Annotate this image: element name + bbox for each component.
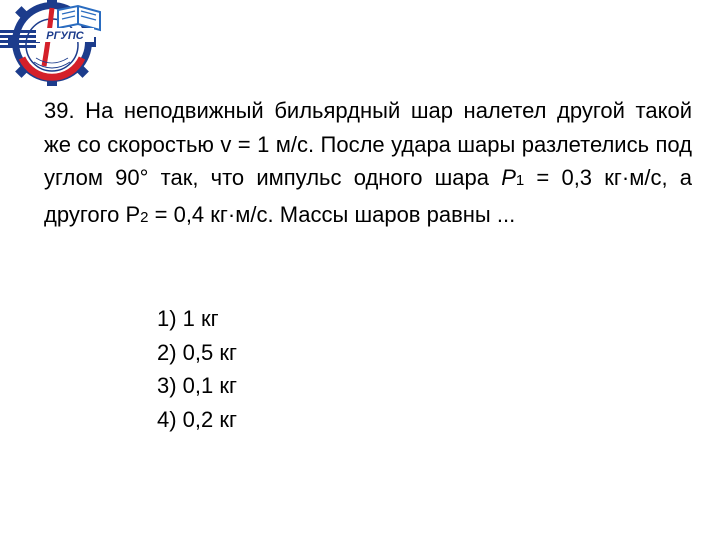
answer-option: 1) 1 кг xyxy=(157,306,219,331)
answer-option: 2) 0,5 кг xyxy=(157,339,238,365)
problem-text xyxy=(44,94,692,234)
answer-option: 3) 0,1 кг xyxy=(157,373,238,398)
momentum-1-subscript: 1 xyxy=(515,172,525,189)
problem-text-part1: 39. На неподвижный бильярдный шар налетел другой такой же со скоростью v = 1 м/с. После удара шары разлетелись под углом 90° так, что импульс одного шара xyxy=(44,98,692,190)
momentum-1-symbol: P xyxy=(501,165,516,190)
logo-text: РГУПС xyxy=(46,30,84,42)
problem-text-part3: = 0,4 кг·м/с. Массы шаров равны ... xyxy=(148,201,516,227)
rgups-logo xyxy=(0,0,110,90)
momentum-2-subscript: 2 xyxy=(140,208,149,226)
problem-text-part2: = 0,3 кг·м/с, а другого Р xyxy=(44,165,692,227)
rgups-logo-icon xyxy=(0,0,110,90)
answer-option: 4) 0,2 кг xyxy=(157,406,238,432)
answer-options xyxy=(157,302,237,436)
